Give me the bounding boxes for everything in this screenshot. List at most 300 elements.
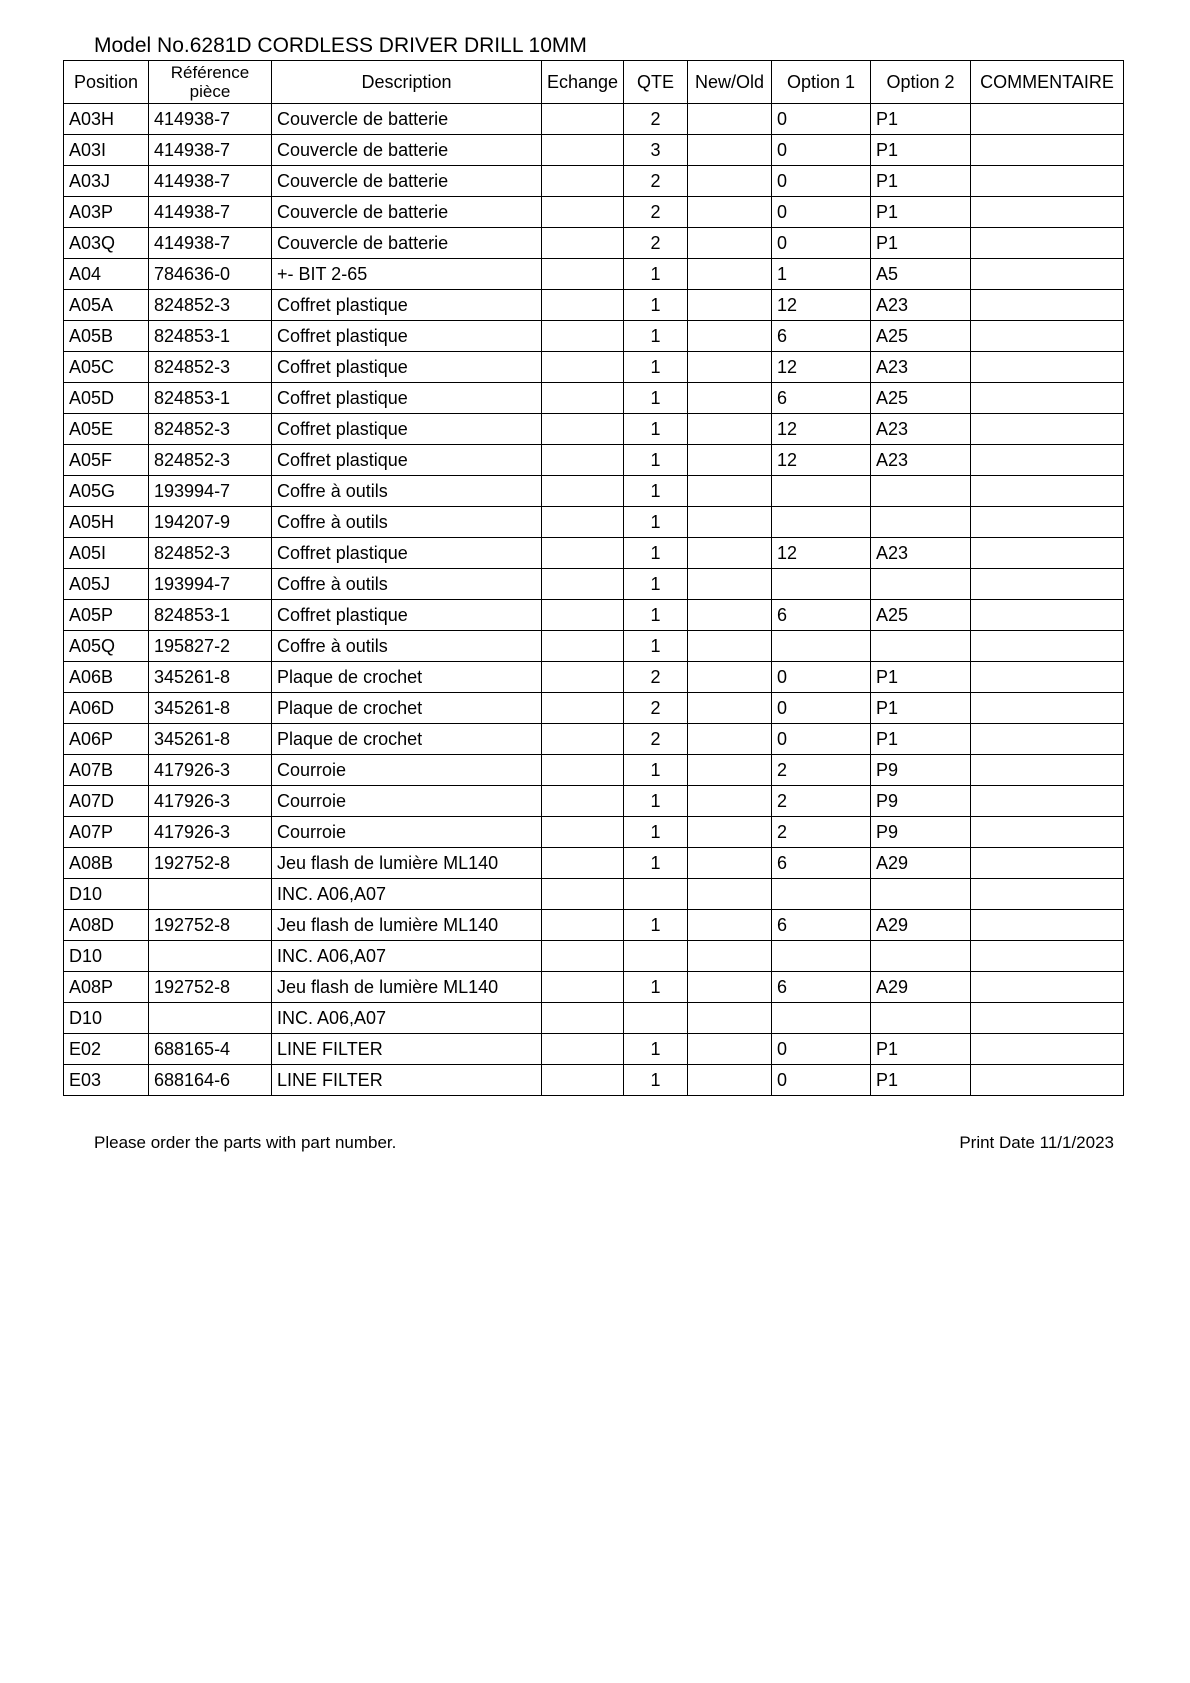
table-row xyxy=(64,941,1124,972)
cell-echange xyxy=(542,941,624,972)
cell-description: Jeu flash de lumière ML140 xyxy=(272,972,542,1003)
cell-echange xyxy=(542,352,624,383)
cell-echange xyxy=(542,879,624,910)
cell-option2: A29 xyxy=(871,848,971,879)
cell-option1: 0 xyxy=(772,724,871,755)
header-qte: QTE xyxy=(624,61,688,104)
cell-echange xyxy=(542,104,624,135)
cell-commentaire xyxy=(971,507,1124,538)
cell-echange xyxy=(542,290,624,321)
cell-new-old xyxy=(688,972,772,1003)
cell-reference: 784636-0 xyxy=(149,259,272,290)
cell-echange xyxy=(542,228,624,259)
table-row xyxy=(64,724,1124,755)
cell-description: INC. A06,A07 xyxy=(272,941,542,972)
cell-new-old xyxy=(688,1065,772,1096)
cell-commentaire xyxy=(971,693,1124,724)
cell-qte xyxy=(624,941,688,972)
cell-reference xyxy=(149,879,272,910)
cell-description: Courroie xyxy=(272,817,542,848)
cell-commentaire xyxy=(971,724,1124,755)
cell-new-old xyxy=(688,693,772,724)
table-row xyxy=(64,135,1124,166)
cell-new-old xyxy=(688,166,772,197)
cell-description: Courroie xyxy=(272,755,542,786)
cell-reference: 193994-7 xyxy=(149,476,272,507)
cell-description: Coffret plastique xyxy=(272,445,542,476)
cell-commentaire xyxy=(971,228,1124,259)
cell-position: A05F xyxy=(64,445,149,476)
cell-echange xyxy=(542,755,624,786)
header-reference-line2: pièce xyxy=(189,82,231,101)
document-title: Model No.6281D CORDLESS DRIVER DRILL 10MM xyxy=(94,34,587,57)
cell-description: Coffret plastique xyxy=(272,600,542,631)
cell-description: LINE FILTER xyxy=(272,1034,542,1065)
cell-qte: 2 xyxy=(624,104,688,135)
cell-commentaire xyxy=(971,631,1124,662)
cell-qte: 2 xyxy=(624,228,688,259)
cell-option1: 0 xyxy=(772,693,871,724)
table-row xyxy=(64,786,1124,817)
cell-description: Plaque de crochet xyxy=(272,693,542,724)
cell-commentaire xyxy=(971,445,1124,476)
cell-reference: 824852-3 xyxy=(149,445,272,476)
cell-option1: 0 xyxy=(772,1065,871,1096)
cell-option2: P1 xyxy=(871,724,971,755)
cell-commentaire xyxy=(971,538,1124,569)
cell-reference: 824852-3 xyxy=(149,352,272,383)
table-row xyxy=(64,166,1124,197)
cell-description: Coffre à outils xyxy=(272,507,542,538)
cell-echange xyxy=(542,476,624,507)
cell-option1 xyxy=(772,507,871,538)
cell-position: A07B xyxy=(64,755,149,786)
cell-echange xyxy=(542,910,624,941)
cell-option1: 12 xyxy=(772,538,871,569)
cell-option1: 6 xyxy=(772,600,871,631)
cell-reference: 414938-7 xyxy=(149,197,272,228)
cell-echange xyxy=(542,538,624,569)
cell-position: A08P xyxy=(64,972,149,1003)
cell-qte: 1 xyxy=(624,538,688,569)
cell-reference: 824853-1 xyxy=(149,321,272,352)
header-option2: Option 2 xyxy=(871,61,971,104)
cell-option1: 12 xyxy=(772,290,871,321)
cell-qte xyxy=(624,879,688,910)
cell-new-old xyxy=(688,383,772,414)
cell-echange xyxy=(542,135,624,166)
cell-commentaire xyxy=(971,910,1124,941)
cell-commentaire xyxy=(971,414,1124,445)
table-row xyxy=(64,910,1124,941)
cell-new-old xyxy=(688,476,772,507)
table-row xyxy=(64,755,1124,786)
cell-position: A05Q xyxy=(64,631,149,662)
cell-echange xyxy=(542,383,624,414)
cell-option2 xyxy=(871,569,971,600)
table-row xyxy=(64,290,1124,321)
cell-position: A08B xyxy=(64,848,149,879)
cell-position: A05A xyxy=(64,290,149,321)
cell-new-old xyxy=(688,259,772,290)
header-description: Description xyxy=(272,61,542,104)
cell-option2: A25 xyxy=(871,383,971,414)
cell-commentaire xyxy=(971,166,1124,197)
cell-position: A05D xyxy=(64,383,149,414)
cell-option1 xyxy=(772,631,871,662)
cell-qte: 1 xyxy=(624,848,688,879)
cell-option1: 0 xyxy=(772,104,871,135)
table-row xyxy=(64,848,1124,879)
cell-reference: 192752-8 xyxy=(149,910,272,941)
cell-reference: 345261-8 xyxy=(149,724,272,755)
cell-reference xyxy=(149,1003,272,1034)
header-new-old: New/Old xyxy=(688,61,772,104)
cell-description: Jeu flash de lumière ML140 xyxy=(272,848,542,879)
table-row xyxy=(64,879,1124,910)
cell-position: A05E xyxy=(64,414,149,445)
cell-reference: 824852-3 xyxy=(149,538,272,569)
cell-option2: P9 xyxy=(871,786,971,817)
cell-echange xyxy=(542,166,624,197)
cell-description: Coffret plastique xyxy=(272,321,542,352)
cell-qte xyxy=(624,1003,688,1034)
header-commentaire: COMMENTAIRE xyxy=(971,61,1124,104)
cell-description: Coffre à outils xyxy=(272,631,542,662)
cell-reference: 417926-3 xyxy=(149,786,272,817)
cell-echange xyxy=(542,1065,624,1096)
cell-description: Coffret plastique xyxy=(272,538,542,569)
cell-option1: 12 xyxy=(772,414,871,445)
cell-qte: 2 xyxy=(624,724,688,755)
cell-option2: A23 xyxy=(871,352,971,383)
cell-qte: 1 xyxy=(624,600,688,631)
table-row xyxy=(64,352,1124,383)
cell-new-old xyxy=(688,445,772,476)
cell-option1: 6 xyxy=(772,972,871,1003)
table-row xyxy=(64,414,1124,445)
cell-description: Plaque de crochet xyxy=(272,724,542,755)
cell-commentaire xyxy=(971,104,1124,135)
cell-option1: 12 xyxy=(772,445,871,476)
table-body xyxy=(64,104,1124,1096)
cell-option2 xyxy=(871,507,971,538)
cell-reference: 824853-1 xyxy=(149,600,272,631)
cell-echange xyxy=(542,507,624,538)
cell-reference: 345261-8 xyxy=(149,693,272,724)
cell-qte: 1 xyxy=(624,383,688,414)
cell-option2: P9 xyxy=(871,755,971,786)
cell-commentaire xyxy=(971,755,1124,786)
cell-option1: 2 xyxy=(772,755,871,786)
cell-option2: A29 xyxy=(871,972,971,1003)
cell-position: D10 xyxy=(64,941,149,972)
cell-description: Couvercle de batterie xyxy=(272,197,542,228)
cell-reference: 414938-7 xyxy=(149,166,272,197)
cell-description: Couvercle de batterie xyxy=(272,166,542,197)
cell-qte: 1 xyxy=(624,817,688,848)
cell-echange xyxy=(542,259,624,290)
cell-reference: 414938-7 xyxy=(149,104,272,135)
cell-option2: P1 xyxy=(871,104,971,135)
cell-position: A03Q xyxy=(64,228,149,259)
cell-description: LINE FILTER xyxy=(272,1065,542,1096)
cell-option1: 0 xyxy=(772,1034,871,1065)
cell-new-old xyxy=(688,724,772,755)
cell-echange xyxy=(542,1003,624,1034)
cell-reference: 192752-8 xyxy=(149,848,272,879)
cell-description: Coffret plastique xyxy=(272,352,542,383)
cell-position: A06B xyxy=(64,662,149,693)
cell-new-old xyxy=(688,941,772,972)
cell-echange xyxy=(542,848,624,879)
cell-option1: 6 xyxy=(772,848,871,879)
cell-position: A06P xyxy=(64,724,149,755)
cell-option1: 0 xyxy=(772,197,871,228)
cell-commentaire xyxy=(971,786,1124,817)
header-echange: Echange xyxy=(542,61,624,104)
table-row xyxy=(64,476,1124,507)
cell-position: A08D xyxy=(64,910,149,941)
header-reference xyxy=(149,61,272,104)
cell-position: E03 xyxy=(64,1065,149,1096)
cell-option1: 1 xyxy=(772,259,871,290)
cell-echange xyxy=(542,817,624,848)
cell-option2: A25 xyxy=(871,321,971,352)
cell-position: A05B xyxy=(64,321,149,352)
cell-reference: 688164-6 xyxy=(149,1065,272,1096)
cell-description: Coffre à outils xyxy=(272,569,542,600)
cell-position: A03J xyxy=(64,166,149,197)
cell-description: Coffret plastique xyxy=(272,414,542,445)
cell-qte: 1 xyxy=(624,476,688,507)
cell-option1: 2 xyxy=(772,817,871,848)
cell-option2: P1 xyxy=(871,197,971,228)
cell-qte: 1 xyxy=(624,445,688,476)
cell-echange xyxy=(542,724,624,755)
cell-position: E02 xyxy=(64,1034,149,1065)
table-row xyxy=(64,445,1124,476)
cell-reference: 688165-4 xyxy=(149,1034,272,1065)
cell-reference: 414938-7 xyxy=(149,228,272,259)
cell-option2 xyxy=(871,631,971,662)
cell-commentaire xyxy=(971,600,1124,631)
cell-commentaire xyxy=(971,817,1124,848)
header-reference-line1: Référence xyxy=(170,63,250,82)
cell-description: Couvercle de batterie xyxy=(272,228,542,259)
cell-option1: 6 xyxy=(772,321,871,352)
cell-option1: 2 xyxy=(772,786,871,817)
cell-option2: P9 xyxy=(871,817,971,848)
table-row xyxy=(64,321,1124,352)
cell-option1 xyxy=(772,879,871,910)
cell-qte: 1 xyxy=(624,972,688,1003)
table-row xyxy=(64,228,1124,259)
cell-qte: 1 xyxy=(624,569,688,600)
cell-reference: 193994-7 xyxy=(149,569,272,600)
cell-commentaire xyxy=(971,259,1124,290)
cell-new-old xyxy=(688,600,772,631)
cell-new-old xyxy=(688,848,772,879)
cell-reference: 194207-9 xyxy=(149,507,272,538)
header-row xyxy=(64,61,1124,104)
cell-position: A07P xyxy=(64,817,149,848)
cell-new-old xyxy=(688,228,772,259)
cell-position: A04 xyxy=(64,259,149,290)
cell-new-old xyxy=(688,507,772,538)
cell-echange xyxy=(542,600,624,631)
cell-new-old xyxy=(688,879,772,910)
cell-commentaire xyxy=(971,879,1124,910)
cell-new-old xyxy=(688,817,772,848)
cell-echange xyxy=(542,631,624,662)
parts-table xyxy=(63,60,1124,1096)
cell-option1: 0 xyxy=(772,228,871,259)
table-row xyxy=(64,972,1124,1003)
cell-new-old xyxy=(688,197,772,228)
cell-option1: 0 xyxy=(772,135,871,166)
cell-new-old xyxy=(688,662,772,693)
cell-position: A03H xyxy=(64,104,149,135)
cell-new-old xyxy=(688,538,772,569)
cell-reference: 192752-8 xyxy=(149,972,272,1003)
cell-description: Coffret plastique xyxy=(272,290,542,321)
table-row xyxy=(64,1065,1124,1096)
cell-echange xyxy=(542,197,624,228)
cell-qte: 3 xyxy=(624,135,688,166)
header-option1: Option 1 xyxy=(772,61,871,104)
cell-qte: 1 xyxy=(624,259,688,290)
cell-description: Couvercle de batterie xyxy=(272,104,542,135)
cell-position: A05P xyxy=(64,600,149,631)
cell-option2: A23 xyxy=(871,290,971,321)
table-row xyxy=(64,507,1124,538)
cell-commentaire xyxy=(971,1065,1124,1096)
cell-qte: 1 xyxy=(624,414,688,445)
cell-description: Coffret plastique xyxy=(272,383,542,414)
table-row xyxy=(64,383,1124,414)
cell-echange xyxy=(542,1034,624,1065)
cell-reference: 824852-3 xyxy=(149,414,272,445)
cell-option2: A25 xyxy=(871,600,971,631)
table-row xyxy=(64,693,1124,724)
cell-option1: 0 xyxy=(772,662,871,693)
cell-position: D10 xyxy=(64,1003,149,1034)
cell-qte: 1 xyxy=(624,1065,688,1096)
table-row xyxy=(64,600,1124,631)
table-row xyxy=(64,104,1124,135)
cell-new-old xyxy=(688,321,772,352)
cell-new-old xyxy=(688,1003,772,1034)
cell-option2: A23 xyxy=(871,445,971,476)
cell-position: A05C xyxy=(64,352,149,383)
cell-qte: 1 xyxy=(624,910,688,941)
print-date: Print Date 11/1/2023 xyxy=(959,1133,1114,1152)
cell-new-old xyxy=(688,414,772,445)
cell-position: A07D xyxy=(64,786,149,817)
cell-commentaire xyxy=(971,383,1124,414)
cell-qte: 1 xyxy=(624,352,688,383)
cell-option2: A29 xyxy=(871,910,971,941)
cell-new-old xyxy=(688,352,772,383)
cell-echange xyxy=(542,662,624,693)
cell-reference: 824852-3 xyxy=(149,290,272,321)
cell-option2 xyxy=(871,941,971,972)
cell-position: A05J xyxy=(64,569,149,600)
cell-option1 xyxy=(772,476,871,507)
cell-commentaire xyxy=(971,1034,1124,1065)
cell-new-old xyxy=(688,104,772,135)
cell-qte: 2 xyxy=(624,693,688,724)
cell-description: +- BIT 2-65 xyxy=(272,259,542,290)
cell-position: A05I xyxy=(64,538,149,569)
table-row xyxy=(64,569,1124,600)
cell-position: D10 xyxy=(64,879,149,910)
cell-new-old xyxy=(688,569,772,600)
table-row xyxy=(64,259,1124,290)
cell-description: Coffre à outils xyxy=(272,476,542,507)
cell-reference xyxy=(149,941,272,972)
cell-option1: 12 xyxy=(772,352,871,383)
cell-commentaire xyxy=(971,662,1124,693)
cell-option2 xyxy=(871,1003,971,1034)
table-row xyxy=(64,538,1124,569)
cell-new-old xyxy=(688,786,772,817)
table-row xyxy=(64,197,1124,228)
cell-qte: 1 xyxy=(624,631,688,662)
cell-option2 xyxy=(871,879,971,910)
cell-description: INC. A06,A07 xyxy=(272,1003,542,1034)
table-row xyxy=(64,1034,1124,1065)
cell-echange xyxy=(542,445,624,476)
cell-qte: 1 xyxy=(624,507,688,538)
cell-echange xyxy=(542,693,624,724)
cell-echange xyxy=(542,972,624,1003)
cell-qte: 2 xyxy=(624,166,688,197)
cell-new-old xyxy=(688,135,772,166)
cell-echange xyxy=(542,569,624,600)
cell-position: A03P xyxy=(64,197,149,228)
cell-new-old xyxy=(688,290,772,321)
cell-option1: 6 xyxy=(772,910,871,941)
cell-position: A05G xyxy=(64,476,149,507)
cell-commentaire xyxy=(971,569,1124,600)
cell-option2: P1 xyxy=(871,693,971,724)
cell-echange xyxy=(542,414,624,445)
cell-position: A03I xyxy=(64,135,149,166)
cell-qte: 2 xyxy=(624,197,688,228)
cell-option1: 0 xyxy=(772,166,871,197)
cell-option2: P1 xyxy=(871,135,971,166)
cell-commentaire xyxy=(971,197,1124,228)
cell-description: Couvercle de batterie xyxy=(272,135,542,166)
cell-commentaire xyxy=(971,1003,1124,1034)
cell-commentaire xyxy=(971,848,1124,879)
table-row xyxy=(64,631,1124,662)
cell-description: Jeu flash de lumière ML140 xyxy=(272,910,542,941)
cell-new-old xyxy=(688,1034,772,1065)
table-header xyxy=(64,61,1124,104)
cell-option1 xyxy=(772,941,871,972)
cell-option2: P1 xyxy=(871,166,971,197)
cell-reference: 345261-8 xyxy=(149,662,272,693)
cell-option2: P1 xyxy=(871,1065,971,1096)
cell-option1: 6 xyxy=(772,383,871,414)
cell-option2: A23 xyxy=(871,538,971,569)
cell-new-old xyxy=(688,755,772,786)
cell-echange xyxy=(542,786,624,817)
cell-option1 xyxy=(772,569,871,600)
